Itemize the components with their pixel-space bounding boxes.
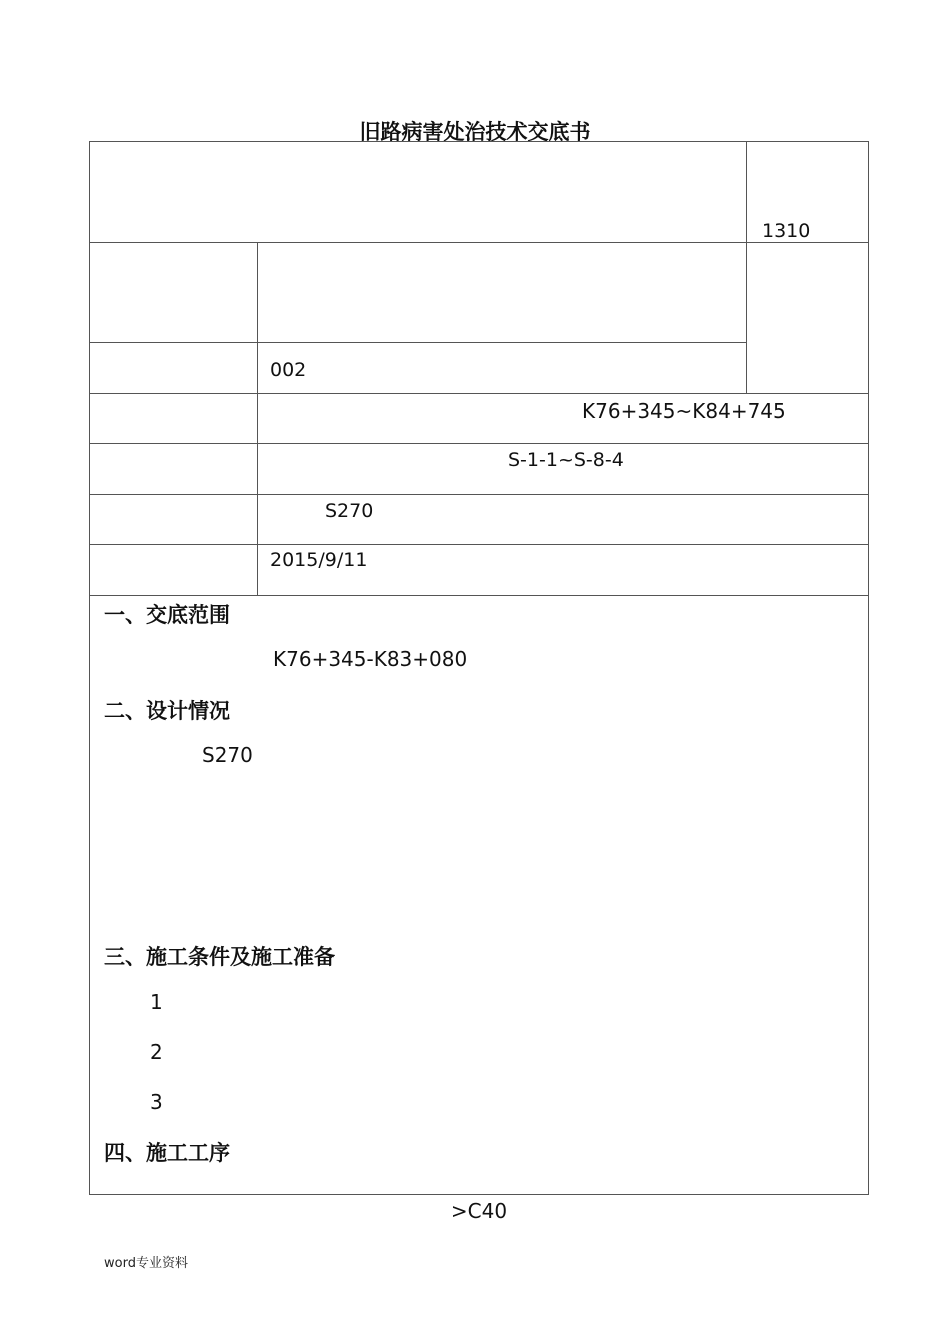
- table-rule: [89, 342, 747, 343]
- table-rule: [89, 393, 869, 394]
- table-rule: [89, 494, 869, 495]
- scope-range-text: K76+345-K83+080: [273, 647, 468, 671]
- number-cell: 1310: [762, 220, 811, 242]
- road-code-cell: S270: [325, 500, 374, 522]
- drawing-range-cell: S-1-1~S-8-4: [508, 449, 624, 471]
- table-rule: [89, 443, 869, 444]
- footer-label: word专业资料: [104, 1256, 188, 1271]
- document-frame: [89, 141, 869, 1195]
- table-rule: [89, 595, 869, 596]
- table-rule: [257, 242, 258, 595]
- stake-range-cell: K76+345~K84+745: [582, 399, 786, 423]
- code-cell: 002: [270, 359, 307, 381]
- section-heading-scope: 一、交底范围: [104, 603, 230, 627]
- section-heading-preparation: 三、施工条件及施工准备: [104, 945, 335, 969]
- preparation-item-number: 3: [150, 1090, 163, 1114]
- section-heading-design: 二、设计情况: [104, 699, 230, 723]
- document-title: 旧路病害处治技术交底书: [359, 120, 591, 144]
- preparation-item-number: 1: [150, 990, 163, 1014]
- concrete-grade-text: >C40: [450, 1199, 508, 1223]
- section-heading-procedure: 四、施工工序: [104, 1141, 230, 1165]
- table-rule: [89, 242, 869, 243]
- design-road-text: S270: [202, 743, 253, 767]
- table-rule: [746, 141, 747, 393]
- date-cell: 2015/9/11: [270, 549, 368, 571]
- table-rule: [89, 544, 869, 545]
- preparation-item-number: 2: [150, 1040, 163, 1064]
